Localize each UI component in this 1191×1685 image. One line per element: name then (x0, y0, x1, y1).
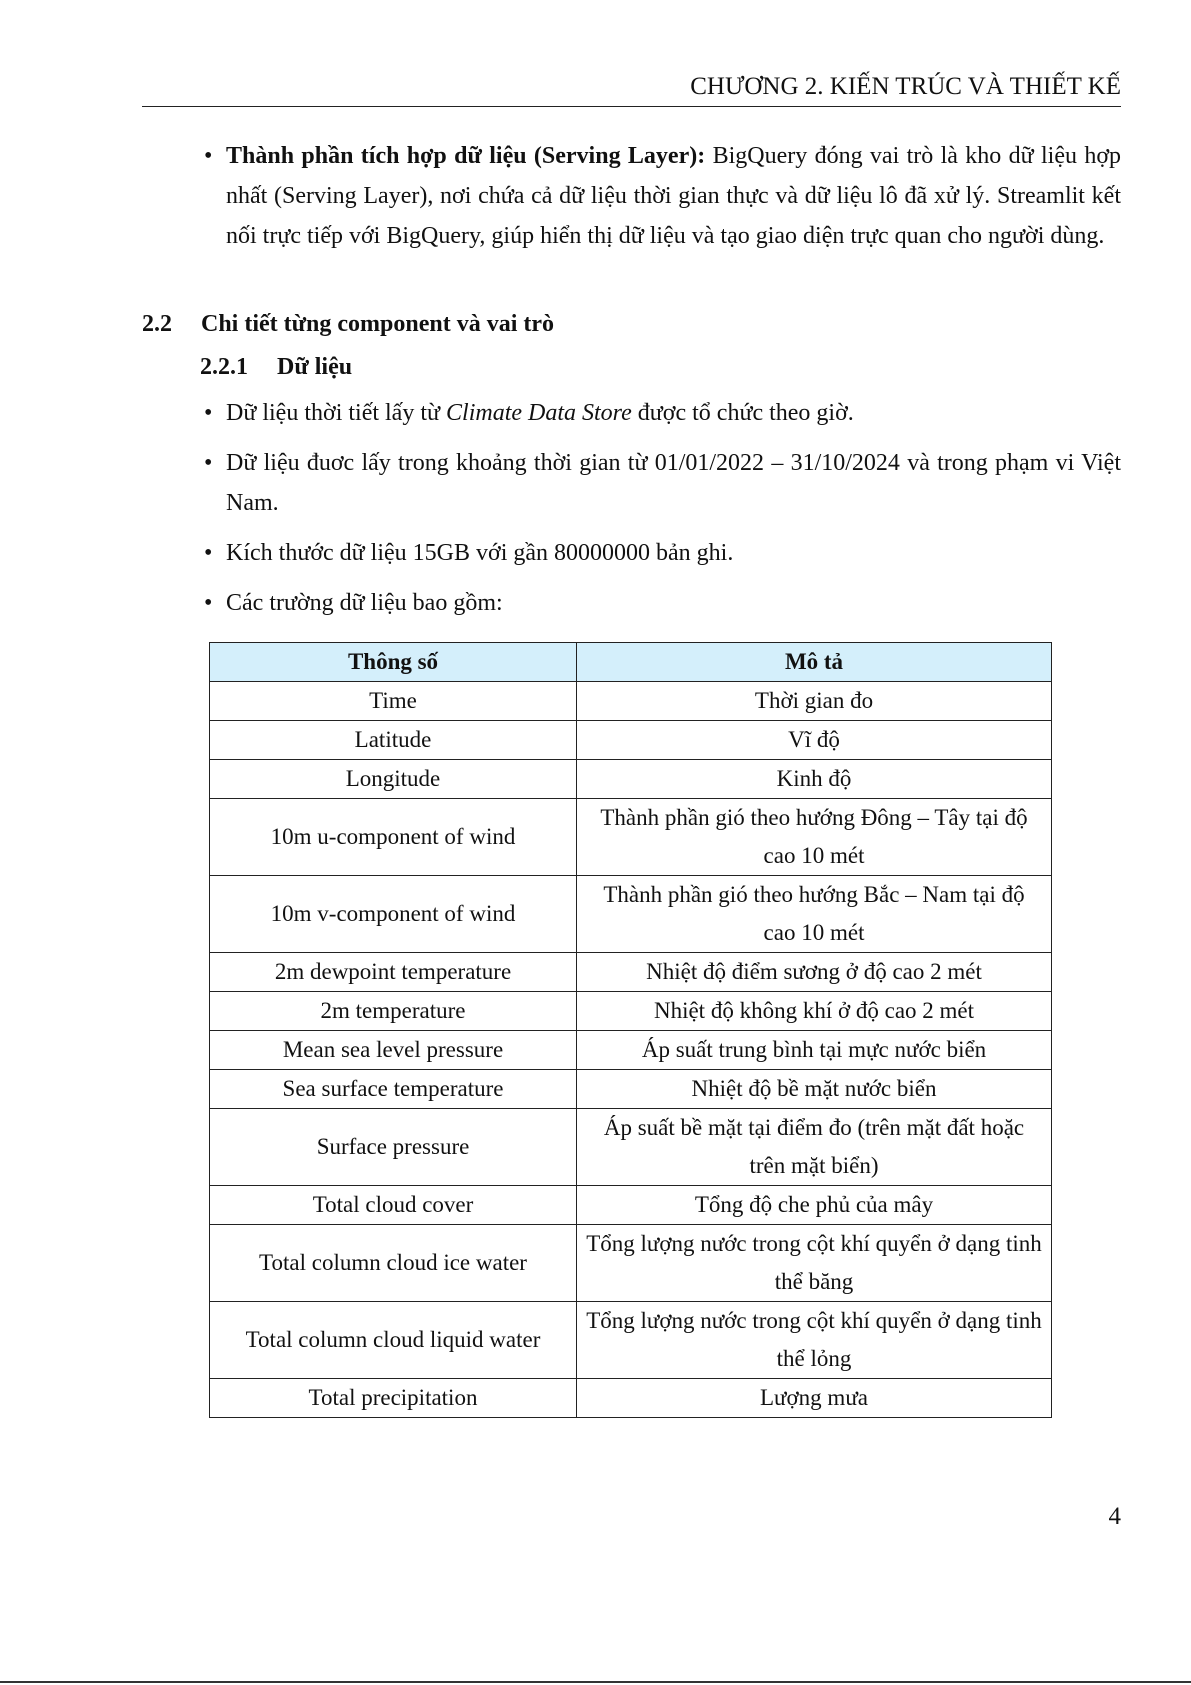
parameter-cell: Total column cloud ice water (210, 1225, 577, 1302)
footer-divider (0, 1681, 1191, 1683)
parameter-cell: Sea surface temperature (210, 1070, 577, 1109)
parameter-cell: Time (210, 682, 577, 721)
table-row (210, 1225, 1052, 1302)
table-row (210, 1109, 1052, 1186)
description-cell: Tổng lượng nước trong cột khí quyển ở dạng tinh thể băng (577, 1225, 1052, 1302)
table-row (210, 760, 1052, 799)
parameter-table (209, 642, 1052, 1418)
serving-layer-bullet (206, 136, 1121, 256)
serving-layer-label: Thành phần tích hợp dữ liệu (Serving Layer): (226, 143, 706, 169)
description-cell: Thành phần gió theo hướng Đông – Tây tại độ cao 10 mét (577, 799, 1052, 876)
list-item-text: Dữ liệu thời tiết lấy từ (226, 400, 447, 426)
serving-layer-text (226, 136, 1121, 256)
list-item-text: được tổ chức theo giờ. (631, 400, 854, 426)
subsection-heading (200, 348, 352, 386)
list-item: • Kích thước dữ liệu 15GB với gần 80000000 bản ghi. (206, 533, 1121, 573)
parameter-cell: 2m temperature (210, 992, 577, 1031)
parameter-cell: Mean sea level pressure (210, 1031, 577, 1070)
chapter-title: CHƯƠNG 2. KIẾN TRÚC VÀ THIẾT KẾ (690, 73, 1121, 100)
section-number: 2.2 (142, 311, 172, 337)
serving-layer-description: BigQuery đóng vai trò là kho dữ liệu hợp nhất (Serving Layer), nơi chứa cả dữ liệu thời gian thực và dữ liệu lô đã xử lý. Streamlit kết nối trực tiếp với BigQuery, giúp hiển thị dữ liệu và tạo giao diện trực quan cho người dùng. (226, 143, 1122, 249)
description-cell: Kinh độ (577, 760, 1052, 799)
parameter-cell: Total column cloud liquid water (210, 1302, 577, 1379)
parameter-cell: 10m u-component of wind (210, 799, 577, 876)
list-item: • Dữ liệu đuơc lấy trong khoảng thời gian từ 01/01/2022 – 31/10/2024 và trong phạm vi Việt Nam. (206, 443, 1121, 523)
table-row (210, 682, 1052, 721)
description-cell: Thành phần gió theo hướng Bắc – Nam tại độ cao 10 mét (577, 876, 1052, 953)
bullet-icon: • (204, 143, 213, 169)
page-number: 4 (1108, 1503, 1121, 1530)
table-row (210, 876, 1052, 953)
parameter-cell: Latitude (210, 721, 577, 760)
parameter-cell: Total precipitation (210, 1379, 577, 1418)
table-row (210, 1186, 1052, 1225)
parameter-cell: Longitude (210, 760, 577, 799)
table-header-row (210, 643, 1052, 682)
column-header: Mô tả (577, 643, 1052, 682)
description-cell: Tổng độ che phủ của mây (577, 1186, 1052, 1225)
parameter-cell: Surface pressure (210, 1109, 577, 1186)
table-row (210, 1031, 1052, 1070)
description-cell: Thời gian đo (577, 682, 1052, 721)
list-item: • Các trường dữ liệu bao gồm: (206, 583, 1121, 623)
parameter-cell: Total cloud cover (210, 1186, 577, 1225)
section-heading (142, 305, 554, 343)
table-row (210, 721, 1052, 760)
data-bullet-list (206, 393, 1121, 633)
column-header: Thông số (210, 643, 577, 682)
table-row (210, 1379, 1052, 1418)
description-cell: Nhiệt độ điểm sương ở độ cao 2 mét (577, 953, 1052, 992)
table-row (210, 953, 1052, 992)
table-row (210, 992, 1052, 1031)
parameter-cell: 2m dewpoint temperature (210, 953, 577, 992)
source-name: Climate Data Store (446, 400, 632, 426)
table-body (210, 682, 1052, 1418)
description-cell: Nhiệt độ bề mặt nước biển (577, 1070, 1052, 1109)
table-row (210, 799, 1052, 876)
description-cell: Áp suất bề mặt tại điểm đo (trên mặt đất hoặc trên mặt biển) (577, 1109, 1052, 1186)
running-header (142, 68, 1121, 107)
description-cell: Nhiệt độ không khí ở độ cao 2 mét (577, 992, 1052, 1031)
list-item (206, 393, 1121, 433)
description-cell: Áp suất trung bình tại mực nước biển (577, 1031, 1052, 1070)
description-cell: Tổng lượng nước trong cột khí quyển ở dạng tinh thể lỏng (577, 1302, 1052, 1379)
subsection-title: Dữ liệu (277, 354, 353, 380)
description-cell: Lượng mưa (577, 1379, 1052, 1418)
parameter-cell: 10m v-component of wind (210, 876, 577, 953)
table-row (210, 1302, 1052, 1379)
subsection-number: 2.2.1 (200, 354, 248, 380)
section-title: Chi tiết từng component và vai trò (201, 311, 555, 337)
description-cell: Vĩ độ (577, 721, 1052, 760)
table-row (210, 1070, 1052, 1109)
